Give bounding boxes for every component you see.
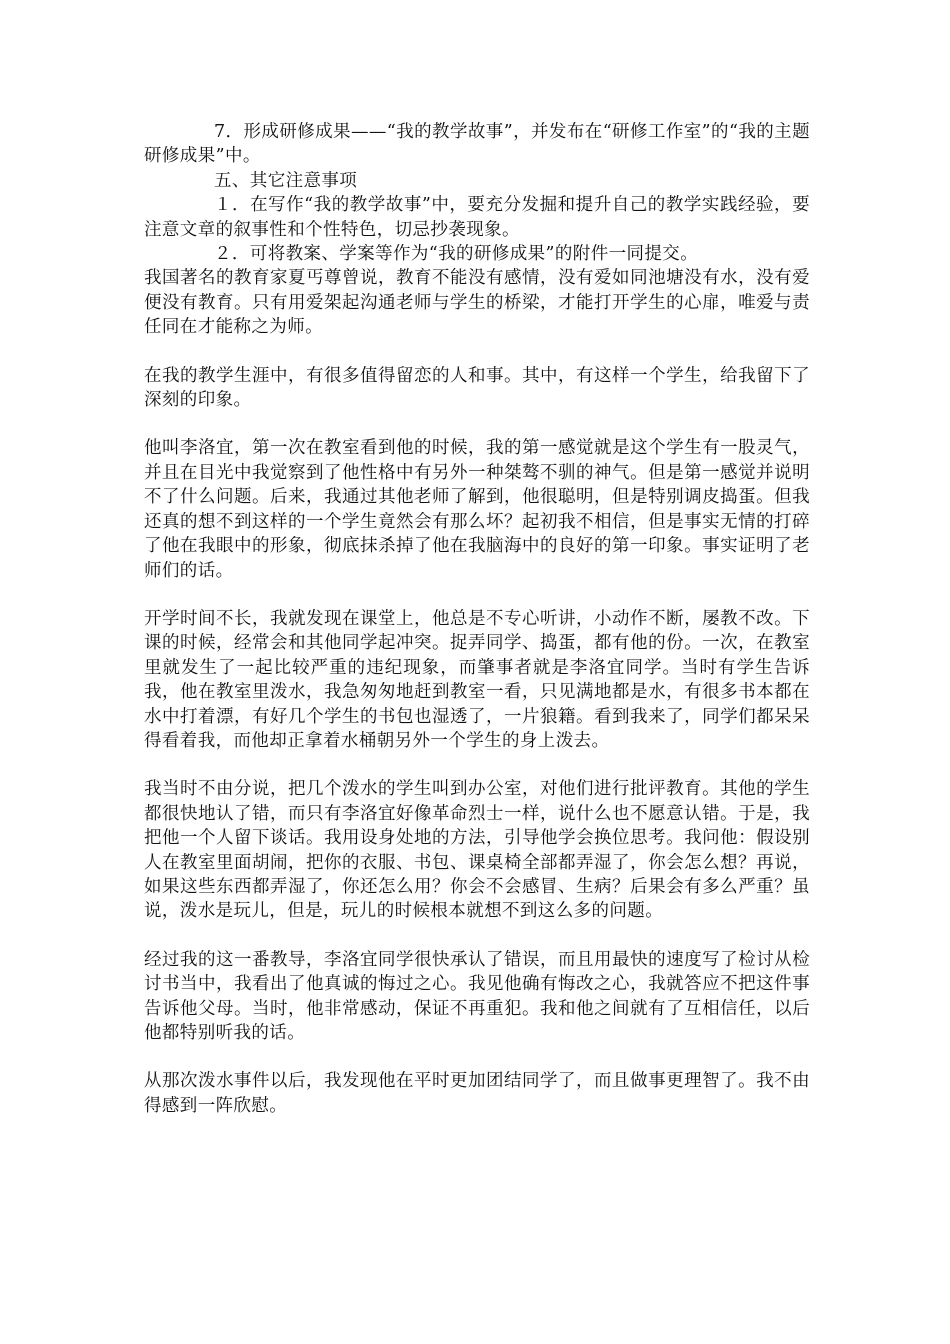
paragraph-research-outcome: 7．形成研修成果——“我的教学故事”，并发布在“研修工作室”的“我的主题研修成果”中。 xyxy=(144,122,810,167)
paragraph-conclusion: 从那次泼水事件以后，我发现他在平时更加团结同学了，而且做事更理智了。我不由得感到一阵欣慰。 xyxy=(144,1071,810,1116)
paragraph-water-incident: 开学时间不长，我就发现在课堂上，他总是不专心听讲，小动作不断，屡教不改。下课的时候，经常会和其他同学起冲突。捉弄同学、捣蛋，都有他的份。一次，在教室里就发生了一起比较严重的违纪现象，而肇事者就是李洛宜同学。当时有学生告诉我，他在教室里泼水，我急匆匆地赶到教室一看，只见满地都是水，有很多书本都在水中打着漂，有好几个学生的书包也湿透了，一片狼籍。看到我来了，同学们都呆呆得看着我，而他却正拿着水桶朝另外一个学生的身上泼去。 xyxy=(144,608,810,751)
paragraph-spacer xyxy=(144,924,810,948)
paragraph-talk: 我当时不由分说，把几个泼水的学生叫到办公室，对他们进行批评教育。其他的学生都很快地认了错，而只有李洛宜好像革命烈士一样，说什么也不愿意认错。于是，我把他一个人留下谈话。我用设身处地的方法，引导他学会换位思考。我问他：假设别人在教室里面胡闹，把你的衣服、书包、课桌椅全部都弄湿了，你会怎么想？再说，如果这些东西都弄湿了，你还怎么用？你会不会感冒、生病？后果会有多么严重？虽说，泼水是玩儿，但是，玩儿的时候根本就想不到这么多的问题。 xyxy=(144,779,810,922)
document-body xyxy=(144,120,810,1118)
paragraph-spacer xyxy=(144,583,810,607)
paragraph-spacer xyxy=(144,1045,810,1069)
paragraph-spacer xyxy=(144,753,810,777)
paragraph-quote-intro: 我国著名的教育家夏丐尊曾说，教育不能没有感情，没有爱如同池塘没有水，没有爱便没有教育。只有用爱架起沟通老师与学生的桥梁，才能打开学生的心扉，唯爱与责任同在才能称之为师。 xyxy=(144,268,810,338)
paragraph-note-1: １．在写作“我的教学故事”中，要充分发掘和提升自己的教学实践经验，要注意文章的叙事性和个性特色，切忌抄袭现象。 xyxy=(144,195,810,240)
paragraph-spacer xyxy=(144,340,810,364)
paragraph-note-2: ２．可将教案、学案等作为“我的研修成果”的附件一同提交。 xyxy=(214,244,699,265)
paragraph-spacer xyxy=(144,412,810,436)
paragraph-teaching-career: 在我的教学生涯中，有很多值得留恋的人和事。其中，有这样一个学生，给我留下了深刻的印象。 xyxy=(144,365,810,411)
paragraph-student-intro: 他叫李洛宜，第一次在教室看到他的时候，我的第一感觉就是这个学生有一股灵气，并且在目光中我觉察到了他性格中有另外一种桀骜不驯的神气。但是第一感觉并说明不了什么问题。后来，我通过其他老师了解到，他很聪明，但是特别调皮捣蛋。但我还真的想不到这样的一个学生竟然会有那么坏？起初我不相信，但是事实无情的打碎了他在我眼中的形象，彻底抹杀掉了他在我脑海中的良好的第一印象。事实证明了老师们的话。 xyxy=(144,438,810,581)
paragraph-apology: 经过我的这一番教导，李洛宜同学很快承认了错误，而且用最快的速度写了检讨从检讨书当中，我看出了他真诚的悔过之心。我见他确有悔改之心，我就答应不把这件事告诉他父母。当时，他非常感动，保证不再重犯。我和他之间就有了互相信任，以后他都特别听我的话。 xyxy=(144,949,810,1043)
section-heading-other-notes: 五、其它注意事项 xyxy=(214,170,358,191)
